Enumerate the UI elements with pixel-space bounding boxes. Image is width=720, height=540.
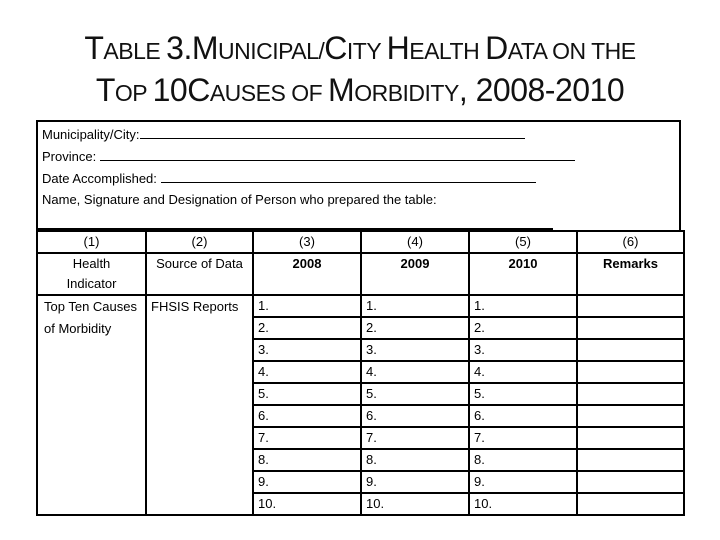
col-num-1: (1) [37,231,146,253]
rank-cell-2008-4[interactable]: 4. [253,361,361,383]
rank-cell-2008-2[interactable]: 2. [253,317,361,339]
rank-cell-2009-5[interactable]: 5. [361,383,469,405]
col-label-2010: 2010 [469,253,577,295]
remarks-cell-3[interactable] [577,339,684,361]
title-fragment: ABLE [103,38,167,64]
rank-cell-2009-1[interactable]: 1. [361,295,469,317]
source-of-data-cell: FHSIS Reports [146,295,253,515]
preparer-label: Name, Signature and Designation of Person who prepared the table: [42,192,437,207]
rank-cell-2008-10[interactable]: 10. [253,493,361,515]
form-header-box [36,120,681,230]
title-fragment: UNICIPAL/ [217,38,325,64]
col-label-health-indicator: Health Indicator [37,253,146,295]
title-fragment: M [328,72,355,108]
title-fragment: 3.M [166,30,218,66]
rank-cell-2010-6[interactable]: 6. [469,405,577,427]
rank-cell-2010-1[interactable]: 1. [469,295,577,317]
remarks-cell-10[interactable] [577,493,684,515]
rank-cell-2008-7[interactable]: 7. [253,427,361,449]
date-accomplished-blank[interactable] [161,169,536,183]
column-number-row [37,231,684,253]
col-num-3: (3) [253,231,361,253]
rank-cell-2010-8[interactable]: 8. [469,449,577,471]
title-fragment: ITY [346,38,387,64]
col-num-4: (4) [361,231,469,253]
col-label-2009: 2009 [361,253,469,295]
health-indicator-cell: Top Ten Causes of Morbidity [37,295,146,515]
province-blank[interactable] [100,147,575,161]
document-title-line-2 [0,70,720,113]
col-label-remarks: Remarks [577,253,684,295]
province-label: Province: [42,149,97,164]
rank-cell-2009-7[interactable]: 7. [361,427,469,449]
col-num-6: (6) [577,231,684,253]
remarks-cell-6[interactable] [577,405,684,427]
remarks-cell-1[interactable] [577,295,684,317]
title-fragment: , 2008-2010 [458,72,625,108]
col-num-5: (5) [469,231,577,253]
rank-cell-2008-9[interactable]: 9. [253,471,361,493]
rank-cell-2009-2[interactable]: 2. [361,317,469,339]
rank-cell-2009-4[interactable]: 4. [361,361,469,383]
remarks-cell-4[interactable] [577,361,684,383]
title-fragment: ORBIDITY [354,80,459,106]
remarks-cell-5[interactable] [577,383,684,405]
title-fragment: H [386,30,410,66]
rank-cell-2010-10[interactable]: 10. [469,493,577,515]
column-label-row [37,253,684,295]
rank-cell-2009-10[interactable]: 10. [361,493,469,515]
table-row [37,295,684,317]
col-label-2008: 2008 [253,253,361,295]
municipality-blank[interactable] [140,125,525,139]
morbidity-table [36,230,685,516]
municipality-field-row [42,125,525,144]
rank-cell-2008-6[interactable]: 6. [253,405,361,427]
remarks-cell-9[interactable] [577,471,684,493]
title-fragment: OP [114,80,153,106]
remarks-cell-2[interactable] [577,317,684,339]
date-field-row [42,169,536,188]
date-accomplished-label: Date Accomplished: [42,171,157,186]
rank-cell-2010-4[interactable]: 4. [469,361,577,383]
rank-cell-2008-3[interactable]: 3. [253,339,361,361]
title-fragment: C [324,30,347,66]
rank-cell-2010-9[interactable]: 9. [469,471,577,493]
title-fragment: 10C [152,72,210,108]
rank-cell-2010-3[interactable]: 3. [469,339,577,361]
title-fragment: T [84,30,104,66]
title-fragment: EALTH [409,38,486,64]
municipality-label: Municipality/City: [42,127,140,142]
title-fragment: AUSES OF [209,80,329,106]
col-num-2: (2) [146,231,253,253]
rank-cell-2009-9[interactable]: 9. [361,471,469,493]
title-fragment: D [485,30,508,66]
rank-cell-2010-2[interactable]: 2. [469,317,577,339]
rank-cell-2010-7[interactable]: 7. [469,427,577,449]
rank-cell-2008-1[interactable]: 1. [253,295,361,317]
preparer-field-row [42,191,437,209]
rank-cell-2008-5[interactable]: 5. [253,383,361,405]
remarks-cell-7[interactable] [577,427,684,449]
title-fragment: ATA ON THE [507,38,636,64]
title-fragment: T [95,72,115,108]
remarks-cell-8[interactable] [577,449,684,471]
rank-cell-2009-8[interactable]: 8. [361,449,469,471]
rank-cell-2009-6[interactable]: 6. [361,405,469,427]
rank-cell-2009-3[interactable]: 3. [361,339,469,361]
rank-cell-2010-5[interactable]: 5. [469,383,577,405]
rank-cell-2008-8[interactable]: 8. [253,449,361,471]
col-label-source-of-data: Source of Data [146,253,253,295]
province-field-row [42,147,575,166]
document-title-line-1 [0,28,720,71]
